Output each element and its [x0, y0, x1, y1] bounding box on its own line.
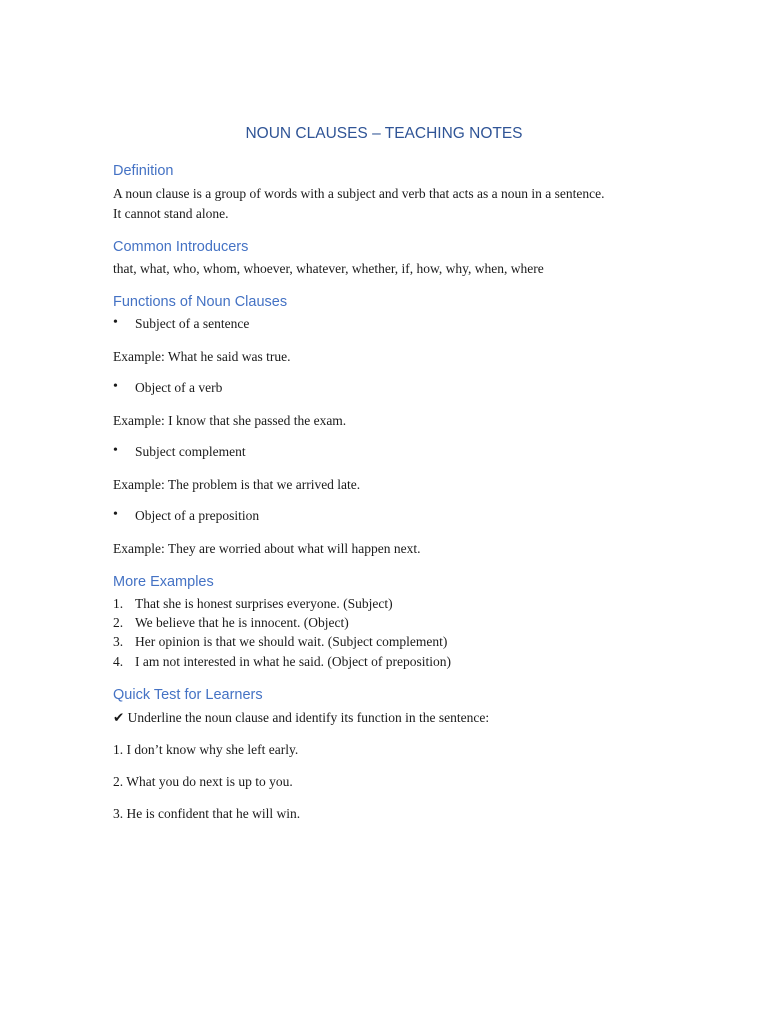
- bullet-icon: •: [113, 443, 118, 458]
- list-text: Her opinion is that we should wait. (Subject complement): [135, 634, 448, 649]
- quick-test-item: 3. He is confident that he will win.: [113, 806, 301, 821]
- introducers-heading: Common Introducers: [113, 239, 249, 255]
- quick-test-instruction: ✔ Underline the noun clause and identify its function in the sentence:: [113, 710, 490, 725]
- quick-test-item: 1. I don’t know why she left early.: [113, 742, 299, 757]
- introducers-text: that, what, who, whom, whoever, whatever, whether, if, how, why, when, where: [113, 261, 544, 276]
- list-number: 4.: [113, 654, 124, 669]
- list-number: 3.: [113, 634, 124, 649]
- list-number: 1.: [113, 596, 124, 611]
- bullet-icon: •: [113, 379, 118, 394]
- quick-test-item: 2. What you do next is up to you.: [113, 774, 293, 789]
- function-example: Example: They are worried about what will happen next.: [113, 541, 421, 556]
- function-label: Subject complement: [135, 444, 246, 459]
- function-example: Example: The problem is that we arrived late.: [113, 477, 361, 492]
- document-title: NOUN CLAUSES – TEACHING NOTES: [245, 125, 523, 142]
- list-number: 2.: [113, 615, 124, 630]
- definition-line-1: A noun clause is a group of words with a subject and verb that acts as a noun in a sentence.: [113, 186, 605, 201]
- bullet-icon: •: [113, 315, 118, 330]
- function-label: Object of a preposition: [135, 508, 260, 523]
- functions-heading: Functions of Noun Clauses: [113, 294, 288, 310]
- list-text: I am not interested in what he said. (Object of preposition): [135, 654, 452, 669]
- bullet-icon: •: [113, 507, 118, 522]
- function-label: Object of a verb: [135, 380, 223, 395]
- definition-heading: Definition: [113, 163, 174, 179]
- function-example: Example: What he said was true.: [113, 349, 291, 364]
- list-text: We believe that he is innocent. (Object): [135, 615, 349, 630]
- function-example: Example: I know that she passed the exam.: [113, 413, 347, 428]
- function-label: Subject of a sentence: [135, 316, 250, 331]
- quick-test-heading: Quick Test for Learners: [113, 687, 263, 703]
- list-text: That she is honest surprises everyone. (Subject): [135, 596, 393, 611]
- definition-line-2: It cannot stand alone.: [113, 206, 229, 221]
- more-examples-heading: More Examples: [113, 574, 214, 590]
